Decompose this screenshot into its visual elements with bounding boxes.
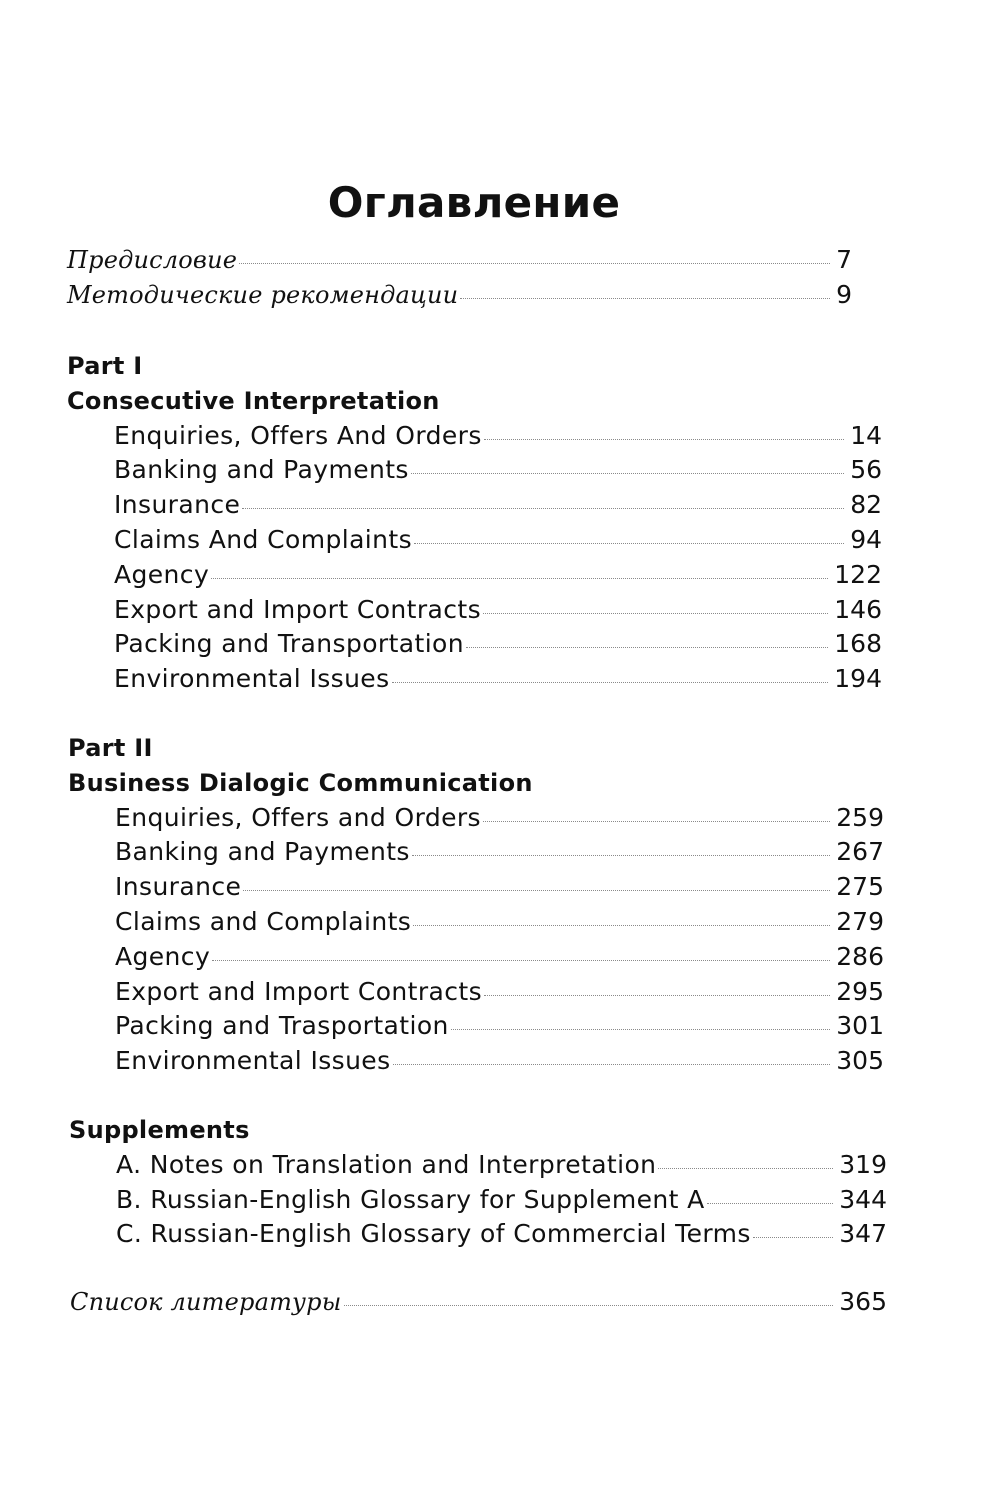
dot-leader — [414, 543, 844, 544]
toc-entry[interactable] — [67, 593, 882, 628]
toc-entry-page: 7 — [836, 245, 852, 274]
toc-entry-label: Environmental Issues — [115, 1046, 391, 1076]
dot-leader — [484, 439, 844, 440]
toc-entry[interactable] — [67, 558, 882, 593]
toc-entry[interactable] — [70, 1285, 887, 1320]
toc-entry-page: 365 — [839, 1287, 887, 1316]
front-matter — [67, 243, 852, 313]
toc-entry-page: 286 — [836, 941, 884, 971]
toc-entry[interactable] — [67, 243, 852, 278]
toc-entry-label: Insurance — [115, 872, 242, 902]
toc-entry-page: 301 — [836, 1011, 884, 1041]
toc-entry-label: Export and Import Contracts — [114, 594, 482, 624]
dot-leader — [242, 508, 844, 509]
toc-entry-page: 267 — [836, 837, 884, 867]
dot-leader — [466, 647, 828, 648]
toc-entry[interactable] — [69, 1148, 887, 1183]
toc-entry[interactable] — [68, 940, 884, 975]
dot-leader — [212, 960, 830, 961]
toc-entry-label: Export and Import Contracts — [115, 976, 483, 1006]
toc-entry-page: 347 — [839, 1219, 887, 1249]
toc-entry-page: 9 — [836, 279, 852, 309]
toc-entry[interactable] — [67, 419, 882, 454]
toc-entry-label: Banking and Payments — [115, 837, 410, 867]
toc-entry-label: Enquiries, Offers and Orders — [115, 802, 481, 832]
dot-leader — [460, 298, 830, 299]
toc-entry-page: 14 — [850, 420, 882, 450]
toc-entry[interactable] — [68, 870, 884, 905]
dot-leader — [392, 682, 829, 683]
toc-entry-page: 305 — [836, 1046, 884, 1076]
toc-entry-page: 82 — [850, 490, 882, 520]
part-2-heading: Business Dialogic Communication — [68, 768, 533, 797]
toc-entry-page: 122 — [834, 559, 882, 589]
back-matter — [70, 1285, 887, 1320]
toc-entry-label: Insurance — [114, 490, 241, 520]
toc-entry-label: Список литературы — [70, 1288, 342, 1316]
toc-entry[interactable] — [68, 1009, 884, 1044]
toc-entry[interactable] — [68, 835, 884, 870]
dot-leader — [753, 1237, 834, 1238]
toc-entry-label: Предисловие — [67, 246, 238, 274]
dot-leader — [484, 995, 830, 996]
part-1-heading: Consecutive Interpretation — [67, 386, 440, 415]
toc-entry[interactable] — [68, 975, 884, 1010]
toc-entry[interactable] — [67, 453, 882, 488]
toc-entry-page: 259 — [836, 802, 884, 832]
toc-entry[interactable] — [68, 801, 884, 836]
part-1-label: Part I — [67, 352, 143, 380]
dot-leader — [393, 1064, 831, 1065]
dot-leader — [658, 1168, 833, 1169]
dot-leader — [451, 1029, 831, 1030]
toc-entry-page: 56 — [850, 455, 882, 485]
toc-entry-label: C. Russian-English Glossary of Commercial Terms — [116, 1219, 751, 1249]
toc-entry-page: 319 — [839, 1149, 887, 1179]
toc-entry[interactable] — [67, 488, 882, 523]
toc-entry[interactable] — [68, 905, 884, 940]
toc-entry[interactable] — [68, 1044, 884, 1079]
part-2-label: Part II — [68, 734, 153, 762]
dot-leader — [243, 890, 830, 891]
toc-entry-page: 194 — [834, 664, 882, 694]
dot-leader — [411, 473, 844, 474]
toc-entry-page: 168 — [834, 629, 882, 659]
toc-entry[interactable] — [67, 523, 882, 558]
dot-leader — [412, 855, 830, 856]
toc-entry-label: Agency — [114, 559, 210, 589]
toc-entry-label: Banking and Payments — [114, 455, 409, 485]
part-1-section — [67, 349, 882, 697]
toc-entry-label: Claims and Complaints — [115, 906, 412, 936]
supplements-heading: Supplements — [69, 1116, 250, 1144]
toc-entry-label: A. Notes on Translation and Interpretation — [116, 1149, 657, 1179]
supplements-section — [69, 1113, 887, 1252]
toc-entry-label: Методические рекомендации — [67, 280, 459, 309]
toc-entry-label: Agency — [115, 941, 211, 971]
dot-leader — [483, 821, 830, 822]
dot-leader — [211, 578, 828, 579]
toc-entry-label: B. Russian-English Glossary for Supplement A — [116, 1184, 705, 1214]
toc-entry-label: Enquiries, Offers And Orders — [114, 420, 482, 450]
toc-entry-label: Claims And Complaints — [114, 524, 413, 554]
toc-entry[interactable] — [69, 1183, 887, 1218]
toc-entry[interactable] — [69, 1217, 887, 1252]
dot-leader — [413, 925, 830, 926]
toc-entry-label: Packing and Transportation — [114, 629, 464, 659]
part-2-section — [68, 731, 884, 1079]
page-title: Оглавление — [327, 178, 621, 227]
toc-entry[interactable] — [67, 627, 882, 662]
toc-entry-label: Environmental Issues — [114, 664, 390, 694]
toc-entry-page: 295 — [836, 976, 884, 1006]
toc-entry-page: 344 — [839, 1184, 887, 1214]
dot-leader — [239, 263, 830, 264]
toc-entry-page: 279 — [836, 906, 884, 936]
toc-entry-page: 94 — [850, 524, 882, 554]
dot-leader — [344, 1305, 834, 1306]
dot-leader — [707, 1203, 834, 1204]
toc-entry-page: 146 — [834, 594, 882, 624]
toc-entry-page: 275 — [836, 872, 884, 902]
toc-entry-label: Packing and Trasportation — [115, 1011, 449, 1041]
dot-leader — [483, 613, 828, 614]
toc-entry[interactable] — [67, 662, 882, 697]
toc-entry[interactable] — [67, 278, 852, 313]
